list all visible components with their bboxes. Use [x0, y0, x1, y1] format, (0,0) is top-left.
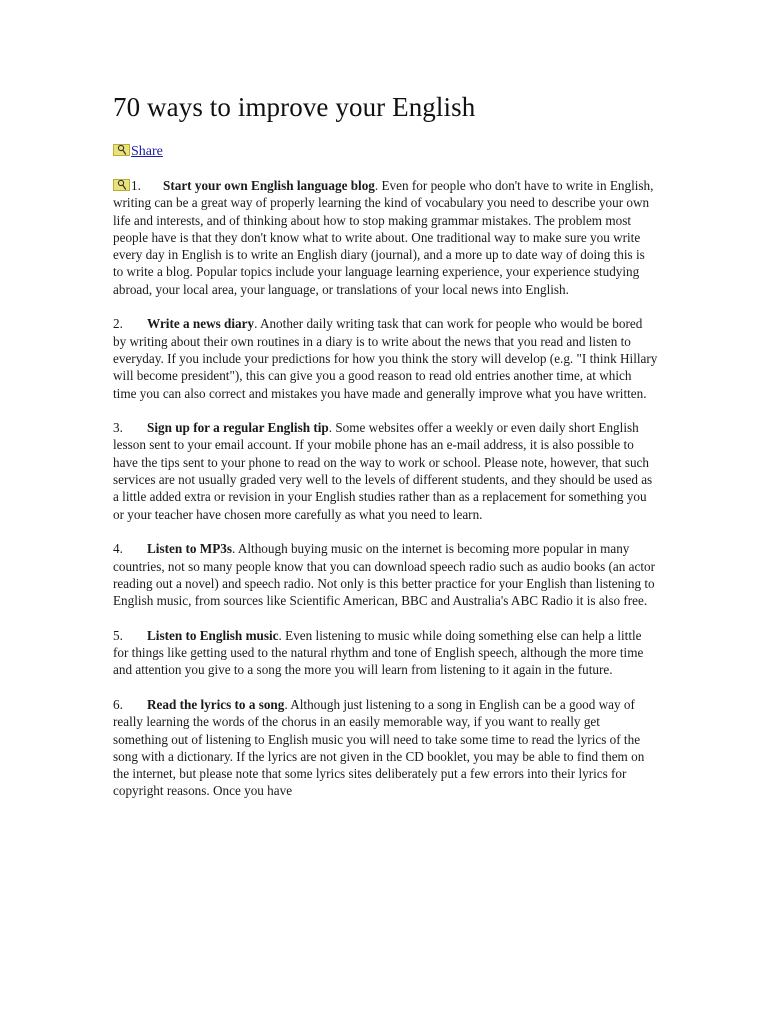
item-body: . Another daily writing task that can work for people who would be bored by writing about their own routines in a diary is to write about the news that you read and listen to everyday. If you include your predictions for how you think the story will develop (e.g. "I think Hillary will become president"), this can give you a good reason to read old entries another time, at which time you can also correct and mistakes you have made and generally improve what you have written. — [113, 316, 658, 401]
item-number: 3. — [113, 420, 123, 436]
item-number: 6. — [113, 696, 123, 712]
tag-icon — [113, 144, 130, 156]
item-number: 4. — [113, 541, 123, 557]
item-heading: Sign up for a regular English tip — [147, 420, 329, 436]
article-list — [113, 177, 658, 817]
item-heading: Read the lyrics to a song — [147, 696, 285, 712]
share-row — [113, 143, 163, 160]
item-number: 2. — [113, 316, 123, 332]
item-number: 1. — [131, 178, 141, 193]
list-item — [113, 696, 658, 800]
page-title: 70 ways to improve your English — [113, 92, 476, 122]
item-body: . Some websites offer a weekly or even daily short English lesson sent to your email account. If your mobile phone has an e-mail address, it is also possible to have the tips sent to your phone to read on the way to work or school. Please note, however, that such services are not usually graded very well to the levels of different students, and they should be used as a little added extra or revision in your English studies rather than as a replacement for something you or your teacher have chosen more carefully as what you need to learn. — [113, 420, 653, 522]
item-heading: Listen to MP3s — [147, 541, 232, 557]
list-item — [113, 315, 658, 401]
list-item — [113, 627, 658, 679]
tag-icon — [113, 179, 130, 191]
item-heading: Listen to English music — [147, 627, 279, 643]
item-heading: Start your own English language blog — [163, 178, 375, 193]
list-item — [113, 419, 658, 523]
item-heading: Write a news diary — [147, 316, 255, 332]
list-item — [113, 177, 658, 298]
item-body: . Although just listening to a song in English can be a good way of really learning the words of the chorus in an easily memorable way, if you want to really get something out of listening to English music you will need to take some time to read the lyrics of the song with a dictionary. If the lyrics are not given in the CD booklet, you may be able to find them on the internet, but please note that some lyrics sites deliberately put a few errors into their lyrics for copyright reasons. Once you have — [113, 696, 645, 799]
item-body: . Although buying music on the internet is becoming more popular in many countries, not so many people know that you can download speech radio such as audio books (an actor reading out a novel) and speech radio. Not only is this better practice for your English than listening to English music, from sources like Scientific American, BBC and Australia's ABC Radio it is also free. — [113, 541, 656, 609]
item-body: . Even listening to music while doing something else can help a little for things like getting used to the natural rhythm and tone of English speech, although the more time and attention you give to a song the more you will learn from listening to it again in the future. — [113, 627, 644, 678]
item-body: . Even for people who don't have to write in English, writing can be a great way of properly learning the kind of vocabulary you need to describe your own life and interests, and of thinking about how to stop making grammar mistakes. The problem most people have is that they don't know what to write about. One traditional way to make sure you write every day in English is to write an English diary (journal), and a more up to date way of doing this is to write a blog. Popular topics include your language learning experience, your experience studying abroad, your local area, your language, or translations of your local news into English. — [113, 178, 654, 297]
item-number: 5. — [113, 627, 123, 643]
share-link[interactable]: Share — [131, 144, 163, 159]
list-item — [113, 540, 658, 609]
